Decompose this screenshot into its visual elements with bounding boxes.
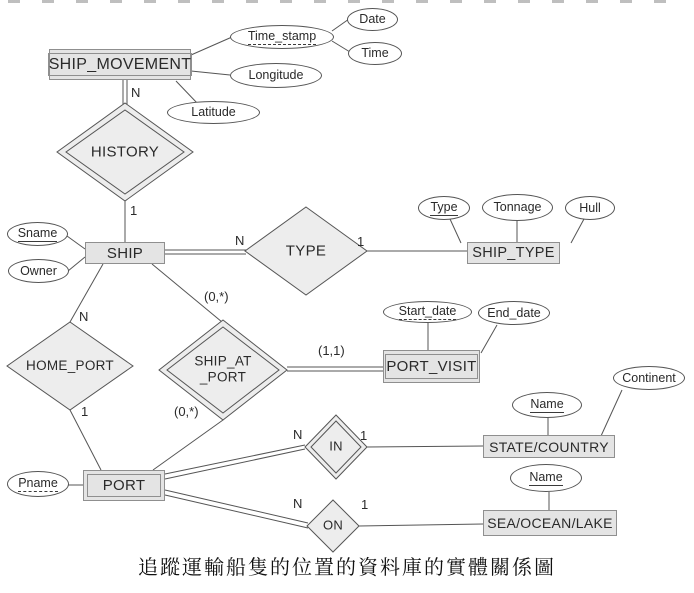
entity-label: STATE/COUNTRY (489, 438, 609, 455)
cardinality-in-1: 1 (360, 428, 368, 443)
attribute-label: Name (530, 397, 564, 412)
cardinality-on-n: N (293, 496, 303, 511)
attribute-label: Time (361, 46, 389, 61)
constraint-sap-visit: (1,1) (318, 343, 345, 358)
cardinality-type-1: 1 (357, 234, 365, 249)
attribute-label: Tonnage (493, 200, 542, 215)
attribute-end-date (478, 301, 550, 325)
attribute-owner (8, 259, 69, 283)
cardinality-history-1: 1 (130, 203, 138, 218)
attribute-label: Owner (20, 263, 57, 278)
entity-label: PORT_VISIT (386, 358, 477, 375)
attribute-date (347, 8, 398, 31)
entity-label: SEA/OCEAN/LAKE (487, 515, 613, 531)
attribute-start-date (383, 301, 472, 323)
entity-label: SHIP (106, 244, 144, 262)
relationship-ship-at-port-label (194, 353, 251, 384)
attribute-time-stamp (230, 25, 334, 49)
cardinality-in-n: N (293, 427, 303, 442)
attribute-label: Date (359, 12, 386, 27)
attribute-label: Start_date (398, 304, 457, 319)
attribute-continent (613, 366, 685, 390)
entity-ship (85, 242, 165, 264)
attribute-latitude (167, 101, 260, 124)
entity-port-visit-inner (385, 354, 477, 379)
constraint-sap-ship: (0,*) (204, 289, 229, 304)
entity-label: SHIP_MOVEMENT (48, 55, 192, 73)
attribute-label: Latitude (191, 105, 236, 120)
attribute-label: End_date (487, 305, 541, 320)
attribute-tonnage (482, 194, 553, 221)
entity-sea-ocean-lake (483, 510, 617, 536)
relationship-on-label: ON (322, 517, 344, 533)
attribute-label: Pname (18, 476, 58, 491)
entity-label: SHIP_TYPE (472, 245, 555, 261)
entity-state-country (483, 435, 615, 458)
attribute-sea-name (510, 464, 582, 492)
cardinality-home-1: 1 (81, 404, 89, 419)
attribute-longitude (230, 63, 322, 88)
entity-port-visit (383, 350, 480, 383)
attribute-state-name (512, 392, 582, 418)
attribute-type (418, 196, 470, 220)
cardinality-history-n: N (131, 85, 141, 100)
entity-label: PORT (102, 477, 146, 494)
cardinality-type-n: N (235, 233, 245, 248)
attribute-sname (7, 222, 68, 246)
relationship-label-line1: SHIP_AT (194, 353, 252, 369)
relationship-home-port-label: HOME_PORT (26, 358, 114, 374)
attribute-label: Continent (622, 370, 676, 385)
entity-port-inner (87, 474, 161, 497)
relationship-history-label: HISTORY (90, 143, 160, 161)
cardinality-on-1: 1 (361, 497, 369, 512)
attribute-label: Sname (17, 226, 58, 241)
attribute-hull (565, 196, 615, 220)
attribute-time (348, 42, 402, 65)
attribute-label: Hull (579, 200, 601, 215)
attribute-pname (7, 471, 69, 497)
entity-ship-movement-inner (48, 53, 193, 76)
entity-ship-type (467, 242, 560, 264)
attribute-label: Longitude (248, 68, 304, 83)
entity-ship-movement (49, 49, 191, 80)
relationship-type-label: TYPE (285, 242, 327, 260)
relationship-label-line2: _PORT (199, 369, 247, 384)
figure-caption: 追蹤運輸船隻的位置的資料庫的實體關係圖 (138, 557, 556, 579)
attribute-label: Type (430, 200, 458, 215)
cardinality-home-n: N (79, 309, 89, 324)
attribute-label: Name (529, 470, 563, 485)
constraint-sap-port: (0,*) (174, 404, 199, 419)
attribute-label: Time_stamp (247, 29, 317, 44)
relationship-in-label: IN (329, 438, 343, 454)
entity-port (83, 470, 165, 501)
